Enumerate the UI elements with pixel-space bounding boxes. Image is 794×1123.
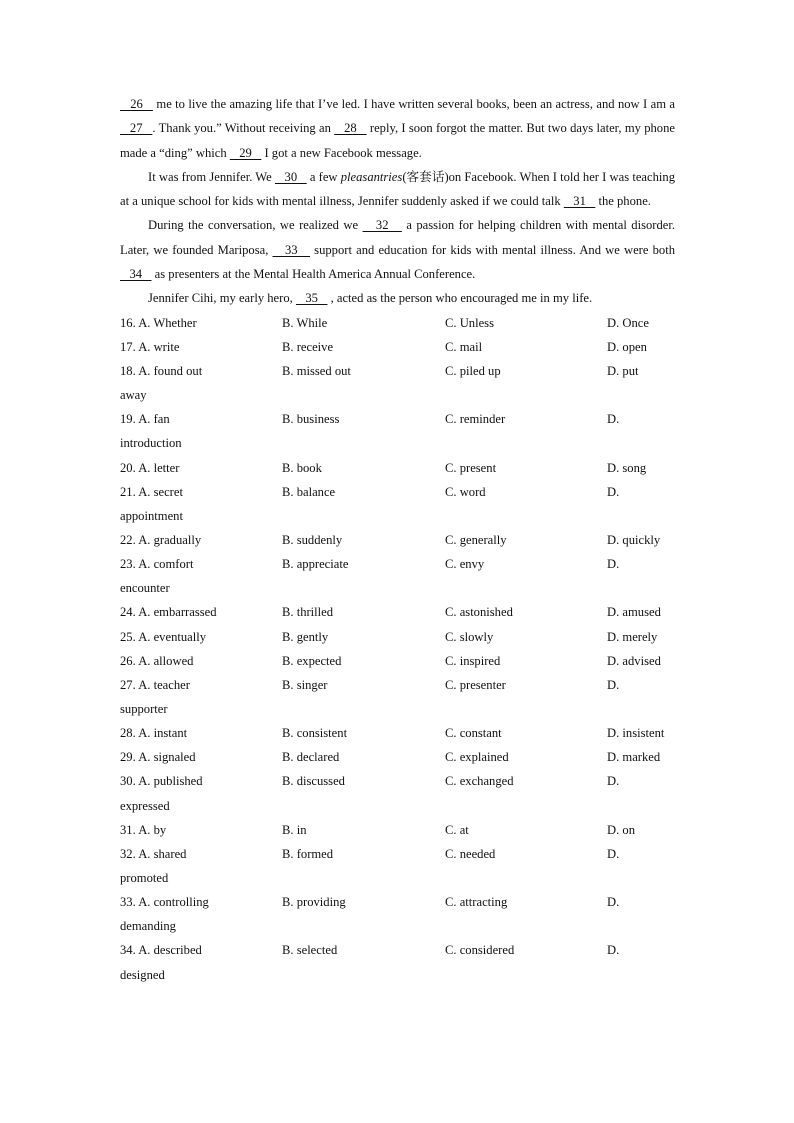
passage-text: , acted as the person who encouraged me in my life.	[327, 291, 593, 306]
blank-number: 32	[362, 218, 402, 233]
option-d-continuation: expressed	[120, 798, 170, 813]
question-row	[120, 673, 675, 721]
option-a: 28. A. instant	[120, 726, 188, 741]
option-d: D.	[607, 677, 620, 692]
option-b: B. providing	[282, 895, 346, 910]
passage-text: It was from Jennifer. We	[148, 169, 275, 184]
option-d: D. merely	[607, 629, 658, 644]
option-b: B. book	[282, 460, 322, 475]
option-b: B. appreciate	[282, 557, 349, 572]
option-a: 24. A. embarrassed	[120, 605, 217, 620]
option-d: D.	[607, 846, 620, 861]
passage-text: as presenters at the Mental Health America Annual Conference.	[151, 267, 476, 282]
option-c: C. presenter	[445, 677, 506, 692]
option-d: D. song	[607, 460, 647, 475]
option-a: 23. A. comfort	[120, 557, 194, 572]
blank-number: 31	[563, 194, 596, 209]
question-row	[120, 721, 675, 745]
option-d: D.	[607, 412, 620, 427]
option-d: D. open	[607, 339, 647, 354]
option-a: 17. A. write	[120, 339, 180, 354]
passage-text: (客套话)on Facebook. When I told her I was teaching at a unique school for kids with mental illness, Jennifer suddenly asked if we could talk	[120, 169, 675, 209]
option-b: B. expected	[282, 653, 342, 668]
option-c: C. mail	[445, 339, 483, 354]
question-row	[120, 528, 675, 552]
option-b: B. missed out	[282, 363, 351, 378]
option-c: C. inspired	[445, 653, 501, 668]
option-a: 22. A. gradually	[120, 532, 202, 547]
passage-text: Jennifer Cihi, my early hero,	[148, 291, 296, 306]
option-b: B. consistent	[282, 726, 348, 741]
question-row	[120, 359, 675, 407]
passage-text: support and education for kids with mental illness. And we were both	[310, 242, 676, 257]
passage-text: . Thank you.” Without receiving an	[152, 121, 335, 136]
option-b: B. singer	[282, 677, 328, 692]
option-c: C. astonished	[445, 605, 513, 620]
option-d: D. quickly	[607, 532, 661, 547]
option-a: 16. A. Whether	[120, 315, 197, 330]
option-b: B. gently	[282, 629, 329, 644]
option-b: B. formed	[282, 846, 334, 861]
question-row	[120, 818, 675, 842]
option-b: B. discussed	[282, 774, 345, 789]
blank-number: 33	[272, 242, 311, 257]
question-row	[120, 745, 675, 769]
option-a: 34. A. described	[120, 943, 202, 958]
question-row	[120, 335, 675, 359]
option-d: D. put	[607, 363, 639, 378]
option-d: D.	[607, 774, 620, 789]
option-d-continuation: supporter	[120, 701, 168, 716]
question-row	[120, 600, 675, 624]
question-row	[120, 842, 675, 890]
option-a: 32. A. shared	[120, 846, 187, 861]
question-options	[120, 311, 675, 987]
option-d: D.	[607, 557, 620, 572]
option-b: B. suddenly	[282, 532, 343, 547]
option-c: C. needed	[445, 846, 496, 861]
blank-number: 28	[334, 121, 367, 136]
question-row	[120, 625, 675, 649]
italic-text: pleasantries	[340, 169, 403, 184]
passage-text: a passion for helping children with mental disorder. Later, we founded Mariposa,	[120, 218, 676, 257]
passage-text: a few	[306, 169, 341, 184]
question-row	[120, 938, 675, 986]
passage-text: During the conversation, we realized we	[148, 218, 363, 233]
option-c: C. word	[445, 484, 486, 499]
blank-number: 29	[229, 145, 262, 160]
option-d-continuation: promoted	[120, 871, 169, 885]
option-c: C. piled up	[445, 363, 501, 378]
option-d-continuation: demanding	[120, 919, 176, 934]
option-c: C. present	[445, 460, 497, 475]
option-a: 30. A. published	[120, 774, 203, 789]
option-d-continuation: appointment	[120, 508, 183, 523]
passage-paragraph	[120, 213, 675, 286]
question-row	[120, 456, 675, 480]
option-b: B. declared	[282, 750, 340, 765]
blank-number: 26	[120, 97, 153, 111]
option-a: 29. A. signaled	[120, 750, 196, 765]
option-c: C. envy	[445, 557, 485, 572]
option-d: D. on	[607, 822, 635, 837]
option-b: B. in	[282, 822, 307, 837]
option-a: 25. A. eventually	[120, 629, 207, 644]
option-c: C. reminder	[445, 412, 506, 427]
option-d: D. amused	[607, 605, 661, 620]
option-c: C. slowly	[445, 629, 494, 644]
blank-number: 27	[120, 121, 153, 136]
option-c: C. explained	[445, 750, 509, 765]
passage-paragraph	[120, 92, 675, 165]
passage-text: I got a new Facebook message.	[261, 145, 422, 160]
question-row	[120, 552, 675, 600]
passage-text: me to live the amazing life that I’ve led. I have written several books, been an actress, and now I am a	[153, 97, 676, 111]
option-b: B. While	[282, 315, 328, 330]
option-b: B. business	[282, 412, 340, 427]
option-d-continuation: introduction	[120, 436, 182, 451]
question-row	[120, 407, 675, 455]
option-c: C. attracting	[445, 895, 508, 910]
option-a: 20. A. letter	[120, 460, 180, 475]
option-c: C. at	[445, 822, 469, 837]
option-a: 18. A. found out	[120, 363, 203, 378]
option-a: 26. A. allowed	[120, 653, 194, 668]
option-a: 33. A. controlling	[120, 895, 209, 910]
question-row	[120, 311, 675, 335]
question-row	[120, 649, 675, 673]
option-d-continuation: encounter	[120, 581, 170, 596]
blank-number: 34	[120, 267, 152, 282]
option-d: D.	[607, 484, 620, 499]
blank-number: 35	[295, 291, 328, 306]
option-b: B. thrilled	[282, 605, 334, 620]
option-d-continuation: designed	[120, 967, 165, 982]
option-d-continuation: away	[120, 388, 147, 403]
option-b: B. receive	[282, 339, 334, 354]
option-d: D.	[607, 943, 620, 958]
option-d: D. marked	[607, 750, 661, 765]
option-d: D. advised	[607, 653, 661, 668]
option-b: B. balance	[282, 484, 336, 499]
blank-number: 30	[274, 169, 307, 184]
option-a: 19. A. fan	[120, 412, 170, 427]
option-c: C. generally	[445, 532, 507, 547]
document-page	[120, 92, 675, 987]
reading-passage	[120, 92, 675, 311]
passage-paragraph	[120, 165, 675, 214]
option-a: 21. A. secret	[120, 484, 183, 499]
passage-text: the phone.	[595, 194, 651, 209]
option-c: C. Unless	[445, 315, 494, 330]
option-c: C. considered	[445, 943, 515, 958]
option-c: C. constant	[445, 726, 502, 741]
question-row	[120, 480, 675, 528]
passage-text: reply, I soon forgot the matter. But two days later, my phone made a “ding” which	[120, 121, 675, 160]
passage-paragraph	[120, 286, 675, 310]
option-d: D. Once	[607, 315, 649, 330]
option-b: B. selected	[282, 943, 338, 958]
option-c: C. exchanged	[445, 774, 514, 789]
option-d: D.	[607, 895, 620, 910]
option-d: D. insistent	[607, 726, 665, 741]
question-row	[120, 890, 675, 938]
question-row	[120, 769, 675, 817]
option-a: 27. A. teacher	[120, 677, 190, 692]
option-a: 31. A. by	[120, 822, 167, 837]
